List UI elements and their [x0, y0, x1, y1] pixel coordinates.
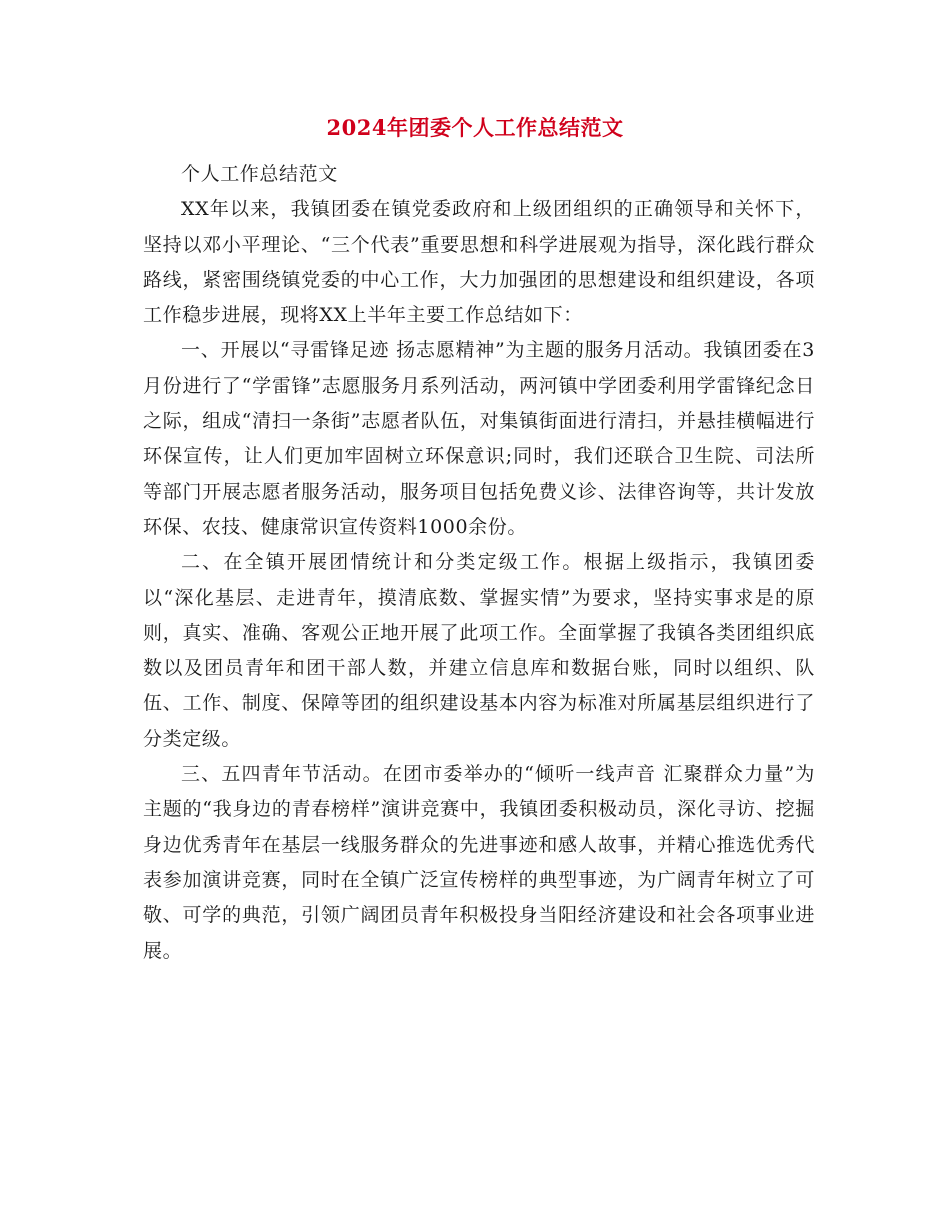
paragraph-section-2: 二、在全镇开展团情统计和分类定级工作。根据上级指示，我镇团委以“深化基层、走进青年，摸清底数、掌握实情”为要求，坚持实事求是的原则，真实、准确、客观公正地开展了此项工作。全面掌握了我镇各类团组织底数以及团员青年和团干部人数，并建立信息库和数据台账，同时以组织、队伍、工作、制度、保障等团的组织建设基本内容为标准对所属基层组织进行了分类定级。 — [143, 551, 815, 750]
document-title: 2024年团委个人工作总结范文 — [326, 115, 624, 140]
paragraph-subtitle: 个人工作总结范文 — [181, 163, 338, 185]
paragraph-section-1: 一、开展以“寻雷锋足迹 扬志愿精神”为主题的服务月活动。我镇团委在3月份进行了“学雷锋”志愿服务月系列活动，两河镇中学团委利用学雷锋纪念日之际，组成“清扫一条街”志愿者队伍，对集镇街面进行清扫，并悬挂横幅进行环保宣传，让人们更加牢固树立环保意识;同时，我们还联合卫生院、司法所等部门开展志愿者服务活动，服务项目包括免费义诊、法律咨询等，共计发放环保、农技、健康常识宣传资料1000余份。 — [143, 339, 815, 538]
document-body — [143, 157, 815, 969]
paragraph-section-3: 三、五四青年节活动。在团市委举办的“倾听一线声音 汇聚群众力量”为主题的“我身边的青春榜样”演讲竞赛中，我镇团委积极动员，深化寻访、挖掘身边优秀青年在基层一线服务群众的先进事迹和感人故事，并精心推选优秀代表参加演讲竞赛，同时在全镇广泛宣传榜样的典型事迹，为广阔青年树立了可敬、可学的典范，引领广阔团员青年积极投身当阳经济建设和社会各项事业进展。 — [143, 763, 815, 962]
paragraph-intro: XX年以来，我镇团委在镇党委政府和上级团组织的正确领导和关怀下，坚持以邓小平理论、“三个代表”重要思想和科学进展观为指导，深化践行群众路线，紧密围绕镇党委的中心工作，大力加强团的思想建设和组织建设，各项工作稳步进展，现将XX上半年主要工作总结如下： — [143, 198, 815, 327]
